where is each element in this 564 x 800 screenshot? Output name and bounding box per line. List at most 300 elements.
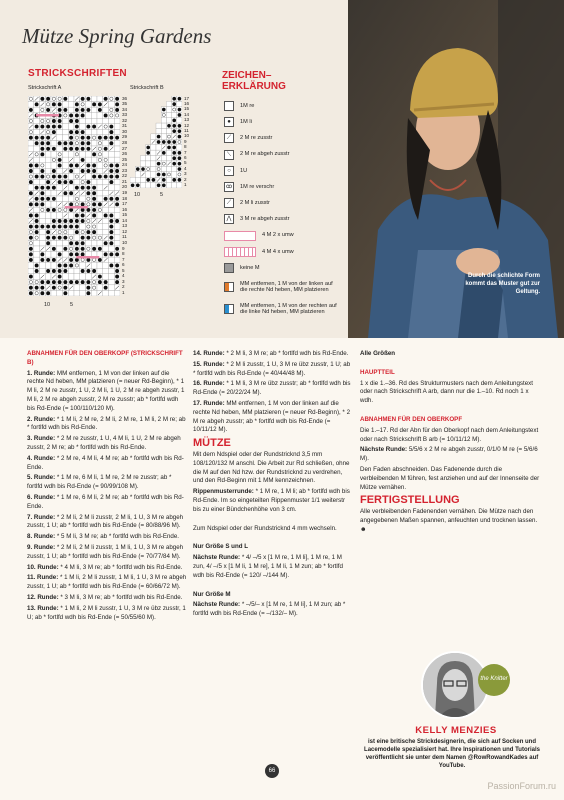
size-m-round — [193, 601, 353, 619]
purl-symbol — [35, 186, 39, 190]
col1-round-12 — [27, 594, 187, 603]
chart-cell — [45, 190, 51, 196]
chart-cell — [109, 246, 115, 252]
chart-row-number: 2 — [184, 176, 187, 182]
chart-cell — [114, 207, 120, 213]
purl-symbol — [115, 102, 119, 106]
purl-symbol — [29, 286, 33, 290]
purl-symbol — [40, 175, 44, 179]
purl-symbol — [52, 130, 56, 134]
chart-cell — [151, 150, 156, 155]
legend-label: 2 M re abgeh zusstr — [240, 151, 290, 158]
round-label: 11. Runde: — [27, 574, 59, 582]
purl-symbol — [141, 167, 145, 171]
chart-cell — [161, 166, 166, 171]
chart-cell — [91, 290, 97, 296]
purl-symbol — [63, 236, 67, 240]
purl-symbol — [52, 247, 56, 251]
purl-symbol — [35, 230, 39, 234]
chart-cell — [40, 218, 46, 224]
chart-cell — [146, 172, 151, 177]
purl-symbol — [109, 241, 113, 245]
purl-symbol — [75, 114, 79, 118]
chart-cell — [80, 263, 86, 269]
round-label: 16. Runde: — [193, 380, 225, 388]
chart-cell — [74, 179, 80, 185]
chart-cell — [109, 290, 115, 296]
purl-symbol — [115, 202, 119, 206]
purl-symbol — [157, 162, 161, 166]
chart-row-number: 5 — [122, 267, 125, 273]
purl-symbol — [69, 119, 73, 123]
purl-symbol — [81, 141, 85, 145]
chart-cell — [57, 207, 63, 213]
chart-cell — [97, 240, 103, 246]
chart-cell — [114, 185, 120, 191]
chart-col-number: 10 — [44, 302, 51, 308]
legend-item — [224, 179, 344, 195]
col1-round-11 — [27, 574, 187, 592]
purl-symbol — [69, 258, 73, 262]
purl-symbol — [46, 269, 50, 273]
purl-symbol — [69, 180, 73, 184]
purl-symbol — [92, 191, 96, 195]
purl-symbol — [178, 151, 182, 155]
purl-symbol — [115, 175, 119, 179]
purl-symbol — [104, 97, 108, 101]
purl-symbol — [81, 97, 85, 101]
abnahmen-round — [360, 446, 540, 464]
purl-symbol — [136, 167, 140, 171]
purl-symbol — [63, 280, 67, 284]
chart-cell — [28, 140, 34, 146]
legend-label: 4 M 2 x umw — [262, 232, 294, 239]
chart-cell — [114, 257, 120, 263]
purl-symbol — [52, 175, 56, 179]
chart-cell — [28, 129, 34, 135]
chart-cell — [97, 213, 103, 219]
purl-symbol — [98, 136, 102, 140]
purl-symbol — [104, 214, 108, 218]
legend-label: 2 M li zusstr — [240, 199, 270, 206]
purl-symbol — [58, 280, 62, 284]
round-label: 3. Runde: — [27, 435, 56, 443]
fertigstellung-body: Alle verbleibenden Fadenenden vernähen. Die Mütze nach den angegebenen Maßen spannen, anfeuchten und trocknen lassen. — [360, 508, 538, 524]
chart-cell — [97, 96, 103, 102]
purl-symbol — [75, 108, 79, 112]
chart-cell — [45, 129, 51, 135]
round-text: * 1 M re, 6 M li, 1 M re, 2 M re zusstr; ab * fortlfd wdh bis Rd-Ende (= 90/99/108 M). — [27, 474, 172, 491]
legend-item — [224, 98, 344, 114]
purl-symbol — [29, 169, 33, 173]
purl-symbol — [75, 214, 79, 218]
chart-cell — [63, 152, 69, 158]
purl-symbol — [86, 186, 90, 190]
chart-cell — [40, 213, 46, 219]
purl-symbol — [75, 241, 79, 245]
purl-symbol — [92, 169, 96, 173]
chart-row-number: 1 — [122, 289, 125, 295]
purl-symbol — [109, 125, 113, 129]
chart-cell — [74, 263, 80, 269]
legend-label: 1M li — [240, 119, 252, 126]
chart-cell — [103, 179, 109, 185]
purl-symbol — [46, 108, 50, 112]
col1-round-9 — [27, 544, 187, 562]
chart-cell — [80, 290, 86, 296]
chart-cell — [91, 113, 97, 119]
chart-cell — [51, 213, 57, 219]
legend-symbol-icon: ꝏ — [225, 184, 233, 191]
purl-symbol — [109, 214, 113, 218]
chart-cell — [63, 157, 69, 163]
purl-symbol — [63, 291, 67, 295]
chart-row-number: 35 — [122, 101, 128, 107]
chart-cell — [114, 157, 120, 163]
chart-cell — [86, 246, 92, 252]
chart-cell — [45, 168, 51, 174]
chart-cell — [57, 168, 63, 174]
purl-symbol — [92, 197, 96, 201]
chart-cell — [51, 240, 57, 246]
legend-label: 2 M re zusstr — [240, 135, 273, 142]
purl-symbol — [40, 169, 44, 173]
purl-symbol — [40, 252, 44, 256]
chart-cell — [74, 140, 80, 146]
purl-symbol — [52, 286, 56, 290]
chart-cell — [103, 163, 109, 169]
chart-cell — [63, 129, 69, 135]
purl-symbol — [75, 164, 79, 168]
purl-symbol — [69, 136, 73, 140]
chart-cell — [45, 252, 51, 258]
purl-symbol — [75, 247, 79, 251]
purl-symbol — [172, 140, 176, 144]
purl-symbol — [115, 264, 119, 268]
purl-symbol — [172, 129, 176, 133]
purl-symbol — [81, 108, 85, 112]
round-label: 6. Runde: — [27, 493, 56, 501]
purl-symbol — [86, 286, 90, 290]
chart-cell — [151, 145, 156, 150]
purl-symbol — [81, 236, 85, 240]
purl-symbol — [136, 183, 140, 187]
purl-symbol — [46, 136, 50, 140]
purl-symbol — [46, 125, 50, 129]
purl-symbol — [75, 230, 79, 234]
chart-row-number: 4 — [122, 273, 125, 279]
size-sl-heading: Nur Größe S und L — [193, 543, 248, 551]
size-sl-round-text: * 4/ –/5 x [1 M re, 1 M li], 1 M re, 1 M zun, 4/ –/5 x [1 M li, 1 M re], 1 M li, 1 M zun; ab * fortlfd wdh bis Rd-Ende (= 120/ –/144 M). — [193, 554, 343, 579]
chart-cell — [91, 235, 97, 241]
round-text: MM entfernen, 1 M von der linken auf die rechte Nd heben, MM platzieren (= neuer Rd-Beginn), * 1 M li, 2 M re zusstr, 1 U, 2 M li, 1 U, 2 M re abgeh zusstr, 1 M li, 2 M re abgeh zusstr, 2 M re zusstr; ab * fortlfd wdh bis Rd-Ende (= 100/110/120 M). — [27, 369, 185, 412]
chart-cell — [51, 202, 57, 208]
legend-item — [224, 298, 344, 320]
size-m-round-label: Nächste Runde: — [193, 601, 241, 609]
purl-symbol — [104, 197, 108, 201]
purl-symbol — [115, 136, 119, 140]
purl-symbol — [75, 280, 79, 284]
chart-cell — [74, 152, 80, 158]
round-label: 1. Runde: — [27, 369, 56, 377]
purl-symbol — [86, 141, 90, 145]
chart-cell — [80, 102, 86, 108]
purl-symbol — [98, 247, 102, 251]
chart-b-label: Strickschrift B — [130, 85, 164, 91]
chart-cell — [172, 112, 177, 117]
chart-cell — [166, 156, 171, 161]
purl-symbol — [109, 230, 113, 234]
purl-symbol — [29, 236, 33, 240]
legend-heading-line1: ZEICHEN– — [222, 70, 272, 81]
chart-cell — [57, 246, 63, 252]
watermark: PassionForum.ru — [487, 781, 556, 791]
chart-cell — [97, 196, 103, 202]
purl-symbol — [81, 280, 85, 284]
chart-cell — [57, 213, 63, 219]
round-text: * 2 M re zusstr, 1 U, 4 M li, 1 U, 2 M re abgeh zusstr, 2 M re; ab * fortlfd wdh bis Rd-Ende. — [27, 435, 181, 451]
purl-symbol — [81, 130, 85, 134]
hauptteil-heading: HAUPTTEIL — [360, 368, 395, 376]
purl-symbol — [46, 225, 50, 229]
purl-symbol — [40, 147, 44, 151]
purl-symbol — [52, 208, 56, 212]
chart-cell — [97, 113, 103, 119]
round-label: 9. Runde: — [27, 543, 56, 551]
col1-round-7 — [27, 514, 187, 532]
round-text: * 2 M li, 2 M li zusstr, 1 M li, 1 U, 3 M re abgeh zusstr, 1 U; ab * fortlfd wdh bis Rd-Ende (= 70/77/84 M). — [27, 543, 184, 560]
strickschriften-heading: STRICKSCHRIFTEN — [28, 68, 127, 79]
purl-symbol — [29, 191, 33, 195]
chart-cell — [151, 156, 156, 161]
chart-cell — [109, 152, 115, 158]
purl-symbol — [52, 119, 56, 123]
chart-cell — [40, 268, 46, 274]
chart-cell — [80, 274, 86, 280]
chart-cell — [172, 172, 177, 177]
purl-symbol — [81, 202, 85, 206]
chart-cell — [74, 157, 80, 163]
purl-symbol — [178, 124, 182, 128]
purl-symbol — [115, 108, 119, 112]
chart-row-number: 11 — [122, 234, 127, 240]
chart-row-number: 16 — [122, 206, 128, 212]
purl-symbol — [35, 141, 39, 145]
chart-cell — [40, 235, 46, 241]
chart-cell — [34, 274, 40, 280]
legend-label: keine M — [240, 264, 260, 271]
chart-cell — [74, 168, 80, 174]
legend-symbol-icon: ⟋ — [224, 198, 234, 208]
col1-round-5 — [27, 474, 187, 492]
purl-symbol — [172, 178, 176, 182]
chart-cell — [45, 152, 51, 158]
legend-symbol-icon — [224, 263, 234, 273]
chart-cell — [166, 107, 171, 112]
chart-cell — [74, 274, 80, 280]
purl-symbol — [69, 208, 73, 212]
chart-cell — [109, 279, 115, 285]
chart-cell — [114, 129, 120, 135]
purl-symbol — [115, 269, 119, 273]
chart-cell — [45, 163, 51, 169]
chart-row-number: 16 — [184, 100, 190, 106]
chart-cell — [68, 102, 74, 108]
purl-symbol — [92, 175, 96, 179]
purl-symbol — [86, 108, 90, 112]
purl-symbol — [75, 186, 79, 190]
chart-row-number: 14 — [184, 111, 190, 117]
column-3 — [360, 350, 540, 537]
chart-cell — [68, 96, 74, 102]
chart-cell — [97, 190, 103, 196]
purl-symbol — [86, 208, 90, 212]
chart-cell — [97, 263, 103, 269]
legend-label: MM entfernen, 1 M von der linken auf die rechte Nd heben, MM platzieren — [240, 280, 333, 294]
chart-cell — [34, 290, 40, 296]
purl-symbol — [92, 214, 96, 218]
chart-cell — [177, 172, 182, 177]
purl-symbol — [35, 175, 39, 179]
chart-cell — [63, 113, 69, 119]
chart-cell — [146, 161, 151, 166]
purl-symbol — [58, 158, 62, 162]
col1-round-4 — [27, 455, 187, 473]
chart-cell — [97, 185, 103, 191]
col1-paragraphs — [27, 370, 187, 623]
abnahmen-text: Die 1.–17. Rd der Abn für den Oberkopf nach dem Anleitungstext oder nach Strickschrift B arb (= 10/11/12 M). — [360, 426, 539, 443]
chart-cell — [103, 246, 109, 252]
chart-cell — [177, 183, 182, 188]
chart-cell — [68, 107, 74, 113]
purl-symbol — [162, 108, 166, 112]
chart-cell — [91, 96, 97, 102]
chart-cell — [114, 224, 120, 230]
chart-cell — [80, 118, 86, 124]
chart-row-number: 10 — [184, 133, 190, 139]
chart-row-number: 33 — [122, 112, 128, 118]
purl-symbol — [86, 191, 90, 195]
chart-cell — [74, 290, 80, 296]
symbol-legend — [224, 98, 344, 320]
chart-cell — [103, 140, 109, 146]
purl-symbol — [115, 197, 119, 201]
chart-cell — [63, 163, 69, 169]
chart-row-number: 15 — [122, 212, 128, 218]
legend-item — [224, 195, 344, 211]
round-text: * 2 M re, 4 M li, 4 M re; ab * fortlfd wdh bis Rd-Ende. — [27, 454, 184, 471]
legend-symbol-icon — [224, 231, 256, 241]
chart-cell — [103, 190, 109, 196]
purl-symbol — [162, 183, 166, 187]
col2-round-1 — [193, 350, 353, 359]
purl-symbol — [109, 197, 113, 201]
purl-symbol — [29, 247, 33, 251]
round-text: * 5 M li, 3 M re; ab * fortlfd wdh bis Rd-Ende. — [55, 533, 180, 541]
chart-cell — [109, 118, 115, 124]
chart-cell — [57, 285, 63, 291]
purl-symbol — [178, 108, 182, 112]
chart-cell — [51, 263, 57, 269]
chart-cell — [103, 263, 109, 269]
purl-symbol — [58, 225, 62, 229]
legend-symbol-icon: ⋀ — [224, 214, 234, 224]
round-label: 14. Runde: — [193, 350, 225, 357]
chart-cell — [156, 123, 161, 128]
chart-cell — [177, 101, 182, 106]
purl-symbol — [172, 162, 176, 166]
all-sizes-heading: Alle Größen — [360, 350, 396, 357]
round-label: 13. Runde: — [27, 604, 59, 612]
round-text: * 1 M li, 2 M li zusstr, 1 U, 3 M re übz zusstr, 1 U; ab * fortlfd wdh bis Rd-Ende (= 50/55/60 M). — [27, 604, 186, 621]
purl-symbol — [98, 275, 102, 279]
chart-cell — [114, 152, 120, 158]
chart-cell — [156, 145, 161, 150]
mutze-text: Mit dem Ndspiel oder der Rundstricknd 3,5 mm 108/120/132 M anschl. Die Arbeit zur Rd schließen, ohne die M auf den Nd hzw. der Rundstricknd zu verdrehen, und den Rd-Beginn mit 1 MM kennzeichnen. — [193, 450, 350, 485]
chart-cell — [45, 157, 51, 163]
chart-cell — [40, 240, 46, 246]
purl-symbol — [115, 97, 119, 101]
chart-cell — [109, 268, 115, 274]
abnahmen-heading: ABNAHMEN FÜR DEN OBERKOPF — [360, 415, 463, 423]
chart-cell — [34, 129, 40, 135]
round-text: * 2 M li, 3 M re; ab * fortlfd wdh bis Rd-Ende. — [224, 350, 349, 357]
chart-row-number: 31 — [122, 123, 128, 129]
chart-cell — [40, 207, 46, 213]
faden-text: Den Faden abschneiden. Das Fadenende durch die verbleibenden M führen, fest anziehen und auf der Innenseite der Mütze vernähen. — [360, 465, 540, 491]
chart-cell — [103, 118, 109, 124]
chart-cell — [109, 102, 115, 108]
chart-cell — [109, 157, 115, 163]
chart-cell — [103, 152, 109, 158]
purl-symbol — [86, 164, 90, 168]
chart-row-number: 21 — [122, 178, 128, 184]
purl-symbol — [115, 280, 119, 284]
purl-symbol — [58, 141, 62, 145]
chart-cell — [177, 139, 182, 144]
chart-cell — [166, 112, 171, 117]
purl-symbol — [92, 186, 96, 190]
chart-cell — [172, 183, 177, 188]
chart-cell — [86, 224, 92, 230]
purl-symbol — [52, 186, 56, 190]
purl-symbol — [115, 275, 119, 279]
purl-symbol — [81, 158, 85, 162]
purl-symbol — [63, 264, 67, 268]
chart-cell — [151, 161, 156, 166]
purl-symbol — [104, 241, 108, 245]
cable-bar — [76, 256, 99, 259]
purl-symbol — [40, 197, 44, 201]
chart-cell — [135, 172, 140, 177]
purl-symbol — [172, 97, 176, 101]
cable-bar — [65, 206, 88, 209]
chart-cell — [40, 263, 46, 269]
chart-row-number: 34 — [122, 106, 128, 112]
chart-cell — [114, 229, 120, 235]
chart-cell — [45, 118, 51, 124]
chart-row-number: 3 — [122, 278, 125, 284]
chart-cell — [68, 124, 74, 130]
chart-cell — [63, 196, 69, 202]
round-label: 10. Runde: — [27, 563, 59, 571]
purl-symbol — [29, 164, 33, 168]
purl-symbol — [109, 264, 113, 268]
chart-cell — [97, 129, 103, 135]
chart-cell — [140, 161, 145, 166]
chart-cell — [34, 118, 40, 124]
purl-symbol — [29, 180, 33, 184]
